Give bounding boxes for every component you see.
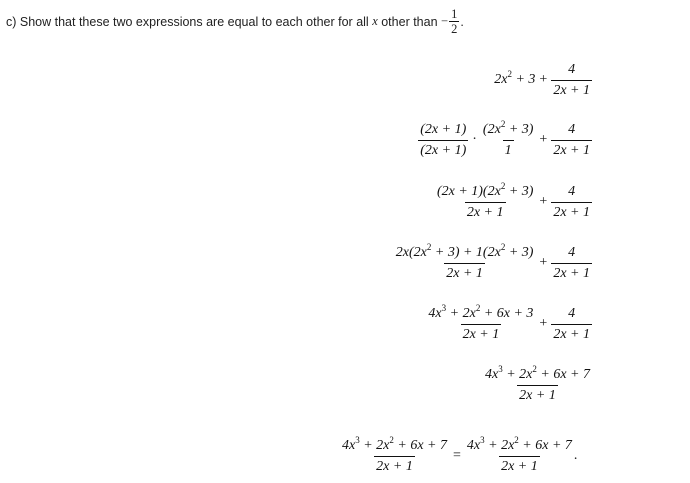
- step-2-b-denominator: 1: [503, 140, 514, 159]
- step-2: [418, 120, 592, 160]
- step-3: [435, 182, 592, 222]
- step-2-b-numerator: $(2x^2 + 3)$: [482, 118, 534, 137]
- step-3-fraction-a: [435, 180, 535, 221]
- step-5-a-numerator: $4x^3 + 2x^2 + 6x + 3$: [428, 302, 534, 321]
- step-5-fraction-b: [551, 306, 592, 343]
- final-left-numerator: $4x^3 + 2x^2 + 6x + 7$: [342, 434, 447, 453]
- final-right-fraction: [465, 434, 574, 475]
- step-6-fraction: [483, 363, 592, 404]
- step-1-denominator: 2x + 1: [551, 80, 592, 99]
- step-3-a-denominator: 2x + 1: [465, 202, 506, 221]
- prompt-fraction-denominator: 2: [451, 22, 458, 36]
- step-6-denominator: 2x + 1: [517, 385, 558, 404]
- step-2-fraction-b: [481, 118, 536, 159]
- step-6-numerator: $4x^3 + 2x^2 + 6x + 7$: [485, 363, 590, 382]
- step-2-fraction-a: [418, 122, 468, 159]
- step-1-term: $2x^2 + 3$: [494, 69, 536, 87]
- prompt-variable: x: [372, 14, 378, 28]
- final-period: .: [573, 448, 578, 463]
- step-5: [426, 304, 592, 344]
- prompt-fraction-numerator: 1: [451, 7, 458, 21]
- prompt-minus: −: [441, 14, 449, 28]
- step-5-fraction-a: [426, 302, 535, 343]
- prompt-other-than: other than: [381, 14, 438, 29]
- final-equals: =: [453, 448, 461, 463]
- step-4-b-denominator: 2x + 1: [551, 263, 592, 282]
- step-2-c-numerator: 4: [568, 121, 576, 137]
- step-3-b-numerator: 4: [568, 183, 576, 199]
- step-3-fraction-b: [551, 184, 592, 221]
- final-right-denominator: 2x + 1: [499, 456, 540, 475]
- step-4-plus: +: [539, 255, 548, 270]
- step-3-a-numerator: $(2x + 1)(2x^2 + 3)$: [436, 180, 534, 199]
- step-5-b-numerator: 4: [568, 305, 576, 321]
- step-4: [394, 243, 592, 283]
- step-3-b-denominator: 2x + 1: [551, 202, 592, 221]
- prompt-period: .: [460, 14, 464, 29]
- step-2-fraction-c: [551, 122, 592, 159]
- step-2-a-denominator: (2x + 1): [418, 140, 468, 159]
- step-2-c-denominator: 2x + 1: [551, 140, 592, 159]
- final-right-numerator: $4x^3 + 2x^2 + 6x + 7$: [466, 434, 572, 453]
- step-4-fraction-a: [394, 241, 536, 282]
- step-2-plus: +: [539, 132, 548, 147]
- step-1-numerator: 4: [568, 61, 576, 77]
- prompt-fraction: [449, 8, 459, 35]
- problem-prompt: [6, 8, 464, 35]
- prompt-text: c) Show that these two expressions are equal to each other for all: [6, 14, 369, 29]
- step-6: [483, 365, 592, 405]
- step-2-a-numerator: (2x + 1): [420, 121, 467, 137]
- step-5-a-denominator: 2x + 1: [461, 324, 502, 343]
- step-1-plus: +: [539, 72, 548, 87]
- step-2-dot: ·: [472, 132, 477, 147]
- step-4-a-denominator: 2x + 1: [444, 263, 485, 282]
- step-4-fraction-b: [551, 245, 592, 282]
- step-5-b-denominator: 2x + 1: [551, 324, 592, 343]
- step-5-plus: +: [539, 316, 548, 331]
- final-left-denominator: 2x + 1: [374, 456, 415, 475]
- step-3-plus: +: [539, 194, 548, 209]
- step-1: [494, 60, 592, 100]
- final-equation: [340, 436, 577, 476]
- step-4-b-numerator: 4: [568, 244, 576, 260]
- step-1-fraction: [551, 62, 592, 99]
- final-left-fraction: [340, 434, 449, 475]
- step-4-a-numerator: $2x(2x^2 + 3) + 1(2x^2 + 3)$: [395, 241, 534, 260]
